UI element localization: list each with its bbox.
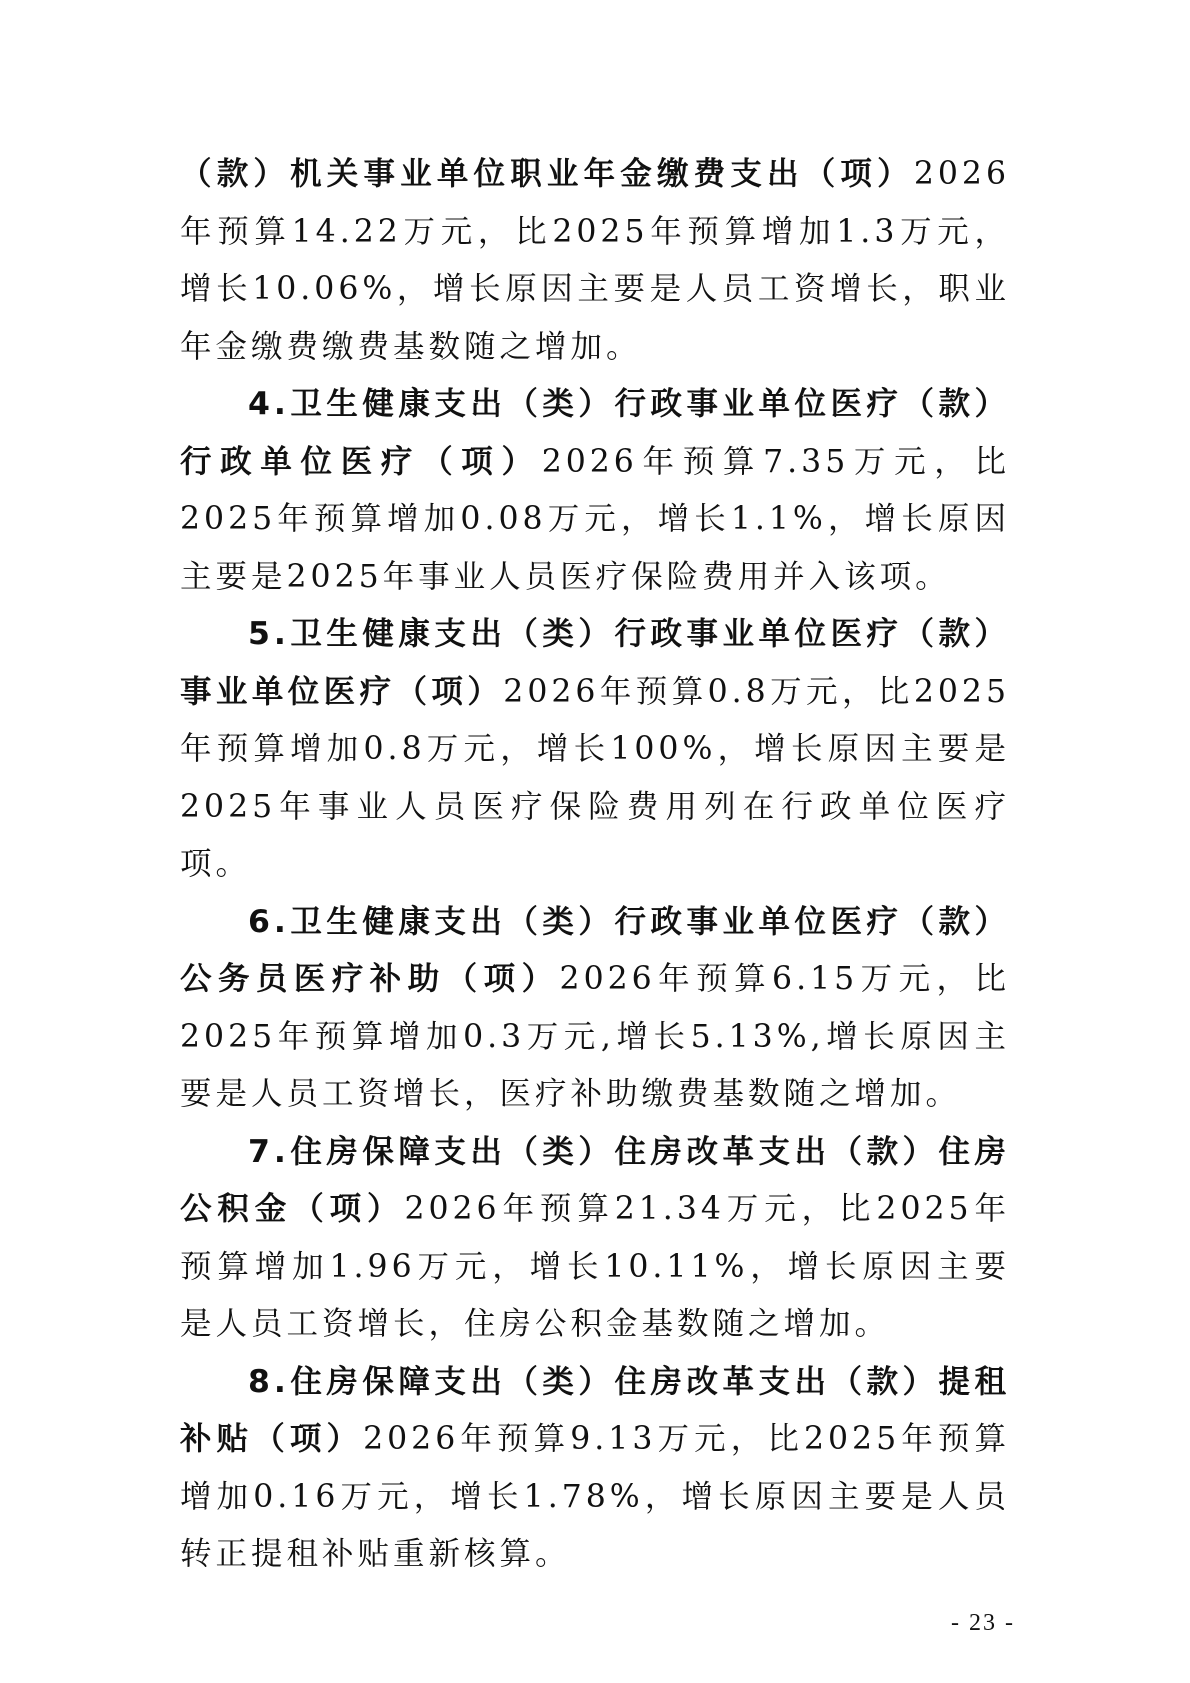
paragraph-institution-medical <box>180 606 1010 894</box>
paragraph-heading: 5.卫生健康支出（类）行政事业单位医疗（款）事业单位医疗（项） <box>180 616 1010 710</box>
paragraph-text: 2026年预算21.34万元，比2025年预算增加1.96万元，增长10.11%，增长原因主要是人员工资增长，住房公积金基数随之增加。 <box>180 1191 1010 1342</box>
paragraph-text: 2026年预算0.8万元，比2025年预算增加0.8万元，增长100%，增长原因主要是2025年事业人员医疗保险费用列在行政单位医疗项。 <box>180 673 1010 882</box>
paragraph-civil-servant-medical-subsidy <box>180 894 1010 1124</box>
paragraph-admin-medical <box>180 376 1010 606</box>
paragraph-heading: （款）机关事业单位职业年金缴费支出（项） <box>180 156 914 192</box>
paragraph-heading: 6.卫生健康支出（类）行政事业单位医疗（款）公务员医疗补助（项） <box>180 903 1010 997</box>
paragraph-pension-contribution <box>180 146 1010 376</box>
paragraph-text: 2026年预算9.13万元，比2025年预算增加0.16万元，增长1.78%，增长原因主要是人员转正提租补贴重新核算。 <box>180 1421 1010 1572</box>
paragraph-heading: 7.住房保障支出（类）住房改革支出（款）住房公积金（项） <box>180 1133 1010 1227</box>
paragraph-heading: 4.卫生健康支出（类）行政事业单位医疗（款）行政单位医疗（项） <box>180 386 1010 480</box>
paragraph-housing-fund <box>180 1124 1010 1354</box>
paragraph-rent-subsidy <box>180 1354 1010 1584</box>
paragraph-text: 2026年预算7.35万元，比2025年预算增加0.08万元，增长1.1%，增长原因主要是2025年事业人员医疗保险费用并入该项。 <box>180 443 1010 595</box>
paragraph-text: 2026年预算6.15万元，比2025年预算增加0.3万元,增长5.13%,增长原因主要是人员工资增长，医疗补助缴费基数随之增加。 <box>180 961 1010 1112</box>
paragraph-heading: 8.住房保障支出（类）住房改革支出（款）提租补贴（项） <box>180 1363 1010 1457</box>
page-number: - 23 - <box>951 1610 1015 1636</box>
paragraph-text: 2026年预算14.22万元，比2025年预算增加1.3万元，增长10.06%，增长原因主要是人员工资增长，职业年金缴费缴费基数随之增加。 <box>180 156 1010 365</box>
document-body <box>180 146 1010 1584</box>
